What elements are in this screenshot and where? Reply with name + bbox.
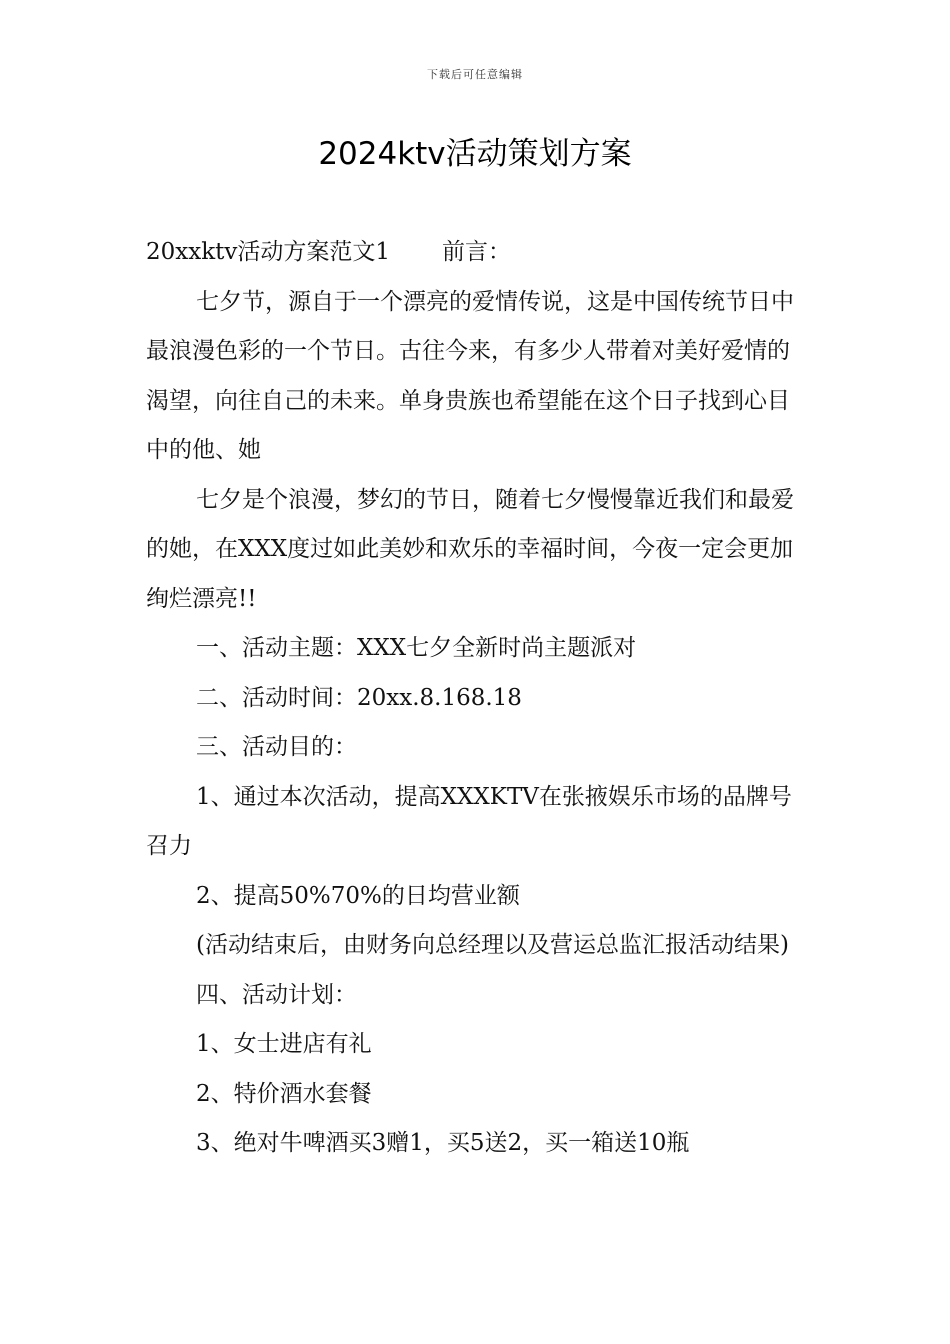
paragraph: 七夕是个浪漫，梦幻的节日，随着七夕慢慢靠近我们和最爱的她，在XXX度过如此美妙和欢乐的幸福时间，今夜一定会更加绚烂漂亮!!	[146, 486, 794, 612]
list-item: 2、提高50%70%的日均营业额	[196, 882, 520, 909]
paragraph: 七夕节，源自于一个漂亮的爱情传说，这是中国传统节日中最浪漫色彩的一个节日。古往今来，有多少人带着对美好爱情的渴望，向往自己的未来。单身贵族也希望能在这个日子找到心目中的他、她	[146, 288, 794, 463]
list-item: 1、女士进店有礼	[196, 1031, 372, 1057]
intro-line	[146, 228, 808, 278]
list-item: 1、通过本次活动，提高XXXKTV在张掖娱乐市场的品牌号召力	[146, 783, 792, 859]
list-item: 二、活动时间：20xx.8.168.18	[196, 684, 522, 711]
list-item: 一、活动主题：XXX七夕全新时尚主题派对	[196, 635, 637, 661]
list-item: 四、活动计划：	[196, 981, 357, 1008]
list-item: 2、特价酒水套餐	[196, 1080, 372, 1107]
paragraph: (活动结束后，由财务向总经理以及营运总监汇报活动结果)	[196, 932, 789, 958]
intro-line-left: 20xxktv活动方案范文1	[146, 239, 391, 265]
document-title: 2024ktv活动策划方案	[318, 136, 632, 172]
list-item: 三、活动目的：	[196, 734, 357, 760]
page-header-note: 下载后可任意编辑	[427, 68, 523, 81]
intro-line-right: 前言：	[442, 239, 512, 265]
list-item: 3、绝对牛啤酒买3赠1，买5送2，买一箱送10瓶	[196, 1130, 690, 1156]
document-body	[146, 228, 808, 1169]
